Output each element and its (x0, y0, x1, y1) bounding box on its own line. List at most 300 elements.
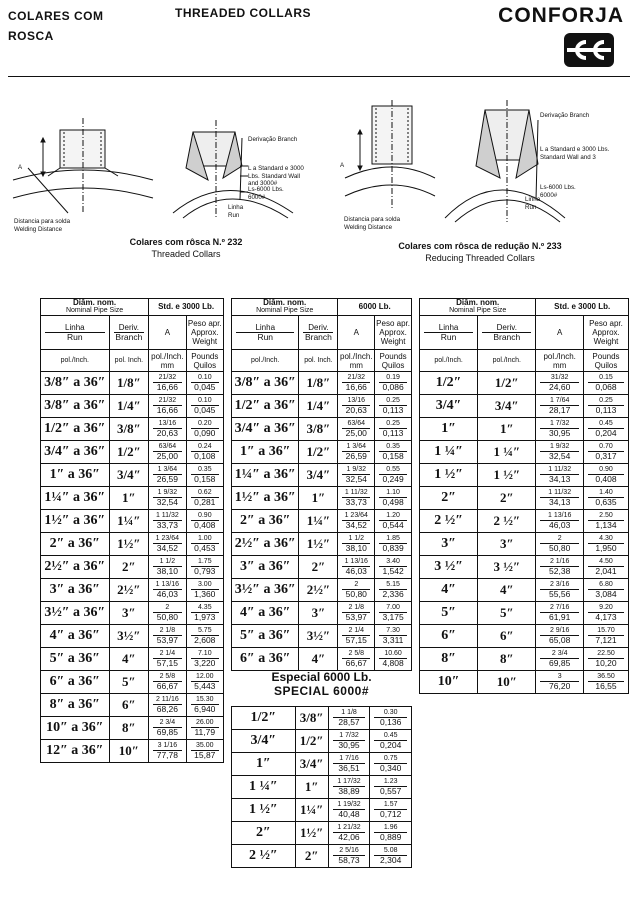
cell-weight (583, 395, 628, 418)
figure-reducing-collar (340, 100, 632, 265)
cell-a-mm: 40,48 (333, 809, 366, 819)
cell-a-mm: 46,03 (342, 566, 370, 576)
cell-a-inch: 1 11/32 (344, 489, 368, 496)
table-reducing-std-3000 (419, 298, 629, 694)
cell-a-mm: 20,63 (153, 428, 181, 438)
table-row (232, 418, 412, 441)
cell-weight-lb: 0.20 (197, 420, 212, 427)
cell-branch: 3/4″ (478, 395, 536, 418)
cell-a-inch: 2 1/4 (348, 627, 365, 634)
table-row (232, 602, 412, 625)
cell-a (328, 753, 370, 776)
table-row (41, 625, 224, 648)
cell-weight-lb: 0.25 (386, 420, 400, 427)
cell-weight-kg: 1,542 (379, 566, 407, 576)
cell-a-mm: 26,59 (153, 474, 181, 484)
cell-weight-kg: 0,090 (191, 428, 219, 438)
cell-a (149, 602, 186, 625)
cell-a-inch: 1 23/64 (155, 535, 180, 542)
unit-run: pol./Inch. (420, 350, 478, 372)
cell-branch: 1″ (295, 776, 328, 799)
cell-run: 3 ½″ (420, 556, 478, 579)
cell-weight (375, 464, 412, 487)
cell-weight-lb: 26.00 (196, 719, 214, 726)
cell-a-mm: 34,13 (540, 497, 579, 507)
cell-weight-kg: 0,045 (191, 382, 219, 392)
cell-branch: 8″ (478, 648, 536, 671)
cell-branch: 1¼″ (299, 510, 338, 533)
cell-run: 1 ½″ (420, 464, 478, 487)
cell-a-inch: 1 7/32 (339, 732, 359, 739)
cell-weight (370, 730, 412, 753)
cell-run: 1 ¼″ (232, 776, 296, 799)
cell-branch: 3½″ (299, 625, 338, 648)
table-row (420, 625, 629, 648)
table-row (420, 464, 629, 487)
table-row (232, 579, 412, 602)
cell-a-inch: 1 13/16 (155, 581, 180, 588)
cell-a-mm: 16,66 (342, 382, 370, 392)
cell-a-inch: 1 19/32 (337, 801, 361, 808)
cell-a-mm: 57,15 (153, 658, 181, 668)
cell-run: 1″ (232, 753, 296, 776)
cell-weight (583, 602, 628, 625)
cell-weight-kg: 0,113 (588, 405, 624, 415)
unit-a: pol./Inch. mm (536, 350, 584, 372)
col-header-a: A (149, 316, 186, 350)
cell-run: 3/4″ a 36″ (41, 441, 110, 464)
cell-a (536, 579, 584, 602)
cell-a-mm: 69,85 (153, 727, 181, 737)
cell-branch: 2″ (299, 556, 338, 579)
cell-weight-lb: 1.10 (386, 489, 400, 496)
cell-weight-kg: 0,136 (374, 717, 407, 727)
fig2-label-standard: L a Standard e 3000 Lbs. Standard Wall and 3 (540, 146, 610, 161)
col-header-a: A (536, 316, 584, 350)
cell-a-inch: 21/32 (347, 374, 366, 381)
cell-weight-lb: 1.57 (383, 801, 398, 808)
cell-run: 2 ½″ (232, 845, 296, 868)
cell-a (536, 487, 584, 510)
cell-branch: 10″ (109, 740, 149, 763)
table-row (232, 441, 412, 464)
cell-branch: 2½″ (109, 579, 149, 602)
cell-weight-lb: 4.50 (599, 558, 613, 565)
cell-weight (370, 753, 412, 776)
cell-a-inch: 2 5/8 (159, 673, 176, 680)
cell-a-mm: 34,13 (540, 474, 579, 484)
cell-weight (186, 372, 223, 395)
cell-weight (583, 441, 628, 464)
special-title-pt: Especial 6000 Lb. (271, 670, 372, 684)
cell-a-inch: 31/32 (550, 374, 569, 381)
fig2-label-6000: Ls-6000 Lbs. 6000# (540, 184, 576, 199)
fig2-caption (360, 240, 600, 264)
cell-weight (583, 533, 628, 556)
cell-run: 1/2″ a 36″ (41, 418, 110, 441)
cell-a (149, 533, 186, 556)
table-row (41, 418, 224, 441)
cell-a (536, 372, 584, 395)
cell-run: 1″ (420, 418, 478, 441)
cell-weight-kg: 0,498 (379, 497, 407, 507)
cell-a (149, 510, 186, 533)
cell-a-mm: 38,89 (333, 786, 366, 796)
cell-a (328, 730, 370, 753)
cell-a (338, 510, 375, 533)
cell-a-mm: 76,20 (540, 681, 579, 691)
table-row (41, 717, 224, 740)
cell-branch: 1½″ (295, 822, 328, 845)
cell-branch: 2 ½″ (478, 510, 536, 533)
cell-weight-lb: 9.20 (599, 604, 613, 611)
table-row (232, 625, 412, 648)
table-row (41, 441, 224, 464)
cell-run: 3½″ a 36″ (41, 602, 110, 625)
cell-run: 3″ a 36″ (232, 556, 299, 579)
cell-weight (375, 372, 412, 395)
cell-a-inch: 1 9/32 (549, 443, 570, 450)
col-header-diam: Diâm. nom. Nominal Pipe Size (232, 299, 338, 316)
table-row (232, 487, 412, 510)
cell-branch: 1/2″ (109, 441, 149, 464)
cell-a-mm: 61,91 (540, 612, 579, 622)
cell-weight (375, 579, 412, 602)
cell-weight-kg: 5,443 (191, 681, 219, 691)
table-row (41, 510, 224, 533)
cell-a-inch: 2 9/16 (549, 627, 570, 634)
cell-a-mm: 16,66 (153, 382, 181, 392)
cell-weight (186, 579, 223, 602)
cell-weight-lb: 0.10 (197, 397, 212, 404)
cell-weight-kg: 1,134 (588, 520, 624, 530)
table-row (41, 694, 224, 717)
cell-run: 3/4″ (420, 395, 478, 418)
cell-weight-lb: 0.90 (197, 512, 212, 519)
cell-run: 5″ a 36″ (232, 625, 299, 648)
cell-weight (375, 533, 412, 556)
cell-branch: 3″ (299, 602, 338, 625)
cell-a-inch: 1 23/64 (344, 512, 368, 519)
cell-branch: 1 ½″ (478, 464, 536, 487)
cell-a (338, 418, 375, 441)
cell-weight-kg: 0,544 (379, 520, 407, 530)
cell-weight-kg: 4,808 (379, 658, 407, 668)
cell-weight-lb: 0.35 (197, 466, 212, 473)
table-special-6000 (231, 706, 412, 868)
cell-branch: 4″ (478, 579, 536, 602)
cell-weight-lb: 1.85 (386, 535, 400, 542)
cell-weight-kg: 3,084 (588, 589, 624, 599)
fig1-caption-en: Threaded Collars (151, 249, 221, 259)
unit-branch: pol. Inch. (299, 350, 338, 372)
special-title-en: SPECIAL 6000# (274, 684, 369, 698)
cell-a-mm: 50,80 (153, 612, 181, 622)
cell-a-inch: 3 1/16 (157, 742, 178, 749)
cell-a-mm: 34,52 (342, 520, 370, 530)
cell-a (338, 464, 375, 487)
cell-run: 6″ a 36″ (41, 671, 110, 694)
cell-weight-lb: 0.70 (599, 443, 613, 450)
cell-a (328, 822, 370, 845)
cell-a-mm: 30,95 (333, 740, 366, 750)
cell-a (536, 441, 584, 464)
cell-weight (186, 533, 223, 556)
cell-a-mm: 50,80 (540, 543, 579, 553)
cell-run: 2½″ a 36″ (41, 556, 110, 579)
table-row (232, 464, 412, 487)
cell-weight (186, 464, 223, 487)
cell-a (536, 602, 584, 625)
cell-a-inch: 1 13/16 (344, 558, 368, 565)
unit-run: pol./Inch. (41, 350, 110, 372)
cell-run: 12″ a 36″ (41, 740, 110, 763)
cell-a-mm: 77,78 (153, 750, 181, 760)
cell-weight-lb: 5.75 (197, 627, 212, 634)
cell-weight-lb: 12.00 (196, 673, 214, 680)
cell-a-inch: 2 (165, 604, 170, 611)
table-row (232, 753, 412, 776)
cell-weight-lb: 0.25 (599, 397, 613, 404)
fig1-label-standard: L a Standard e 3000 Lbs. Standard Wall and 3000# (248, 165, 304, 187)
cell-branch: 1/2″ (478, 372, 536, 395)
cell-a-inch: 1 13/16 (548, 512, 572, 519)
cell-run: 3/8″ a 36″ (41, 395, 110, 418)
cell-a-mm: 50,80 (342, 589, 370, 599)
cell-branch: 1/8″ (109, 372, 149, 395)
cell-weight-kg: 0,408 (191, 520, 219, 530)
table-row (232, 395, 412, 418)
cell-weight-lb: 0.15 (599, 374, 613, 381)
table-row (420, 533, 629, 556)
cell-a-inch: 3 (557, 673, 562, 680)
cell-a (149, 717, 186, 740)
cell-branch: 1/4″ (109, 395, 149, 418)
table-row (232, 556, 412, 579)
cell-weight (375, 510, 412, 533)
cell-weight (583, 510, 628, 533)
cell-run: 2″ a 36″ (41, 533, 110, 556)
fig1-label-branch: Derivação Branch (248, 136, 298, 143)
cell-a (536, 556, 584, 579)
cell-weight-lb: 0.75 (383, 755, 398, 762)
cell-weight (375, 648, 412, 671)
cell-a-mm: 46,03 (540, 520, 579, 530)
cell-a-inch: 1 3/64 (157, 466, 178, 473)
table-row (41, 556, 224, 579)
col-header-class: 6000 Lb. (338, 299, 412, 316)
cell-weight-kg: 15,87 (191, 750, 219, 760)
cell-branch: 3″ (109, 602, 149, 625)
cell-a (328, 776, 370, 799)
cell-a-inch: 1 9/32 (346, 466, 366, 473)
cell-branch: 4″ (109, 648, 149, 671)
cell-a-inch: 2 11/16 (155, 696, 179, 703)
table-row (232, 510, 412, 533)
table-row (41, 602, 224, 625)
cell-branch: 1/4″ (299, 395, 338, 418)
cell-branch: 2½″ (299, 579, 338, 602)
cell-a-inch: 2 (354, 581, 359, 588)
cell-a (149, 418, 186, 441)
cell-a (338, 487, 375, 510)
cell-branch: 2″ (295, 845, 328, 868)
title-english: THREADED COLLARS (175, 6, 311, 20)
cell-a (149, 740, 186, 763)
cell-weight-kg: 0,045 (191, 405, 219, 415)
cell-a-inch: 2 3/16 (549, 581, 570, 588)
fig2-label-run: Linha Run (525, 196, 541, 211)
cell-weight (375, 395, 412, 418)
cell-weight-kg: 3,175 (379, 612, 407, 622)
cell-weight-lb: 3.00 (197, 581, 212, 588)
cell-weight-kg: 0,086 (379, 382, 407, 392)
cell-weight-kg: 2,608 (191, 635, 219, 645)
cell-weight-kg: 0,889 (374, 832, 407, 842)
cell-branch: 1¼″ (109, 510, 149, 533)
cell-weight-kg: 0,113 (379, 405, 407, 415)
cell-a-mm: 57,15 (342, 635, 370, 645)
cell-weight (583, 464, 628, 487)
unit-run: pol./Inch. (232, 350, 299, 372)
cell-run: 1½″ a 36″ (41, 510, 110, 533)
cell-a-inch: 2 3/4 (551, 650, 568, 657)
brand-name: CONFORJA (498, 4, 624, 27)
cell-weight-lb: 1.96 (383, 824, 398, 831)
cell-a-mm: 16,66 (153, 405, 181, 415)
cell-a (338, 556, 375, 579)
cell-weight (375, 625, 412, 648)
cell-run: 1″ a 36″ (232, 441, 299, 464)
cell-weight (370, 845, 412, 868)
cell-weight (370, 822, 412, 845)
cell-run: 2″ (232, 822, 296, 845)
cell-weight-lb: 5.08 (383, 847, 398, 854)
col-header-a: A (338, 316, 375, 350)
cell-a-inch: 2 1/16 (549, 558, 570, 565)
cell-run: 2″ (420, 487, 478, 510)
cell-run: 6″ (420, 625, 478, 648)
cell-a (536, 625, 584, 648)
cell-weight (375, 556, 412, 579)
cell-weight-kg: 16,55 (588, 681, 624, 691)
fig2-label-branch: Derivação Branch (540, 112, 590, 119)
cell-a (149, 441, 186, 464)
cell-a (149, 625, 186, 648)
cell-branch: 3/4″ (299, 464, 338, 487)
cell-a-inch: 2 1/8 (159, 627, 176, 634)
cell-weight-kg: 0,340 (374, 763, 407, 773)
cell-weight (375, 441, 412, 464)
cell-a-inch: 2 1/8 (348, 604, 365, 611)
cell-weight-lb: 0.19 (386, 374, 400, 381)
cell-run: 10″ a 36″ (41, 717, 110, 740)
table-row (420, 602, 629, 625)
cell-weight-lb: 1.75 (197, 558, 212, 565)
cell-branch: 2″ (478, 487, 536, 510)
cell-run: 1¼″ a 36″ (232, 464, 299, 487)
cell-weight-kg: 2,041 (588, 566, 624, 576)
table-row (41, 579, 224, 602)
cell-weight-lb: 1.00 (197, 535, 212, 542)
table-row (232, 776, 412, 799)
cell-a-inch: 63/64 (347, 420, 366, 427)
table-std-3000 (40, 298, 224, 763)
cell-weight-kg: 0,113 (379, 428, 407, 438)
cell-weight (186, 487, 223, 510)
table-row (41, 648, 224, 671)
cell-a-inch: 2 3/4 (159, 719, 176, 726)
cell-branch: 1/2″ (295, 730, 328, 753)
table-row (232, 372, 412, 395)
table-row (420, 418, 629, 441)
cell-a-mm: 58,73 (333, 855, 366, 865)
table-row (232, 707, 412, 730)
table-row (232, 845, 412, 868)
fig2-caption-pt: Colares com rôsca de redução N.º 233 (398, 241, 562, 251)
cell-weight-kg: 6,940 (191, 704, 219, 714)
cell-branch: 5″ (478, 602, 536, 625)
col-header-diam: Diâm. nom. Nominal Pipe Size (420, 299, 536, 316)
cell-run: 3/4″ a 36″ (232, 418, 299, 441)
cell-a-mm: 32,54 (342, 474, 370, 484)
cell-a-inch: 1 7/64 (549, 397, 570, 404)
table-row (41, 395, 224, 418)
cell-a (149, 487, 186, 510)
cell-branch: 3 ½″ (478, 556, 536, 579)
cell-branch: 3½″ (109, 625, 149, 648)
table-row (420, 510, 629, 533)
fig2-caption-en: Reducing Threaded Collars (425, 253, 535, 263)
unit-a: pol./Inch. mm (338, 350, 375, 372)
col-header-diam: Diâm. nom. Nominal Pipe Size (41, 299, 149, 316)
fig1-caption (86, 236, 286, 260)
fig2-label-welding: Distancia para solda Welding Distance (344, 216, 401, 231)
cell-weight-kg: 11,79 (191, 727, 219, 737)
cell-weight-kg: 0,158 (191, 474, 219, 484)
cell-a-inch: 1 21/32 (337, 824, 361, 831)
cell-branch: 1½″ (299, 533, 338, 556)
cell-run: 1″ a 36″ (41, 464, 110, 487)
cell-a (338, 441, 375, 464)
cell-weight (375, 418, 412, 441)
table-row (232, 799, 412, 822)
cell-a-mm: 53,97 (153, 635, 181, 645)
cell-weight (370, 707, 412, 730)
cell-weight-kg: 0,068 (588, 382, 624, 392)
cell-weight-lb: 0.55 (386, 466, 400, 473)
cell-weight (186, 740, 223, 763)
table-row (420, 487, 629, 510)
cell-a (536, 395, 584, 418)
cell-run: 2″ a 36″ (232, 510, 299, 533)
cell-run: 3/8″ a 36″ (232, 372, 299, 395)
cell-weight (375, 602, 412, 625)
cell-a-mm: 38,10 (153, 566, 181, 576)
unit-branch: pol./Inch. (478, 350, 536, 372)
cell-a-inch: 2 5/8 (348, 650, 365, 657)
cell-a (149, 648, 186, 671)
cell-weight (583, 372, 628, 395)
cell-weight (583, 648, 628, 671)
cell-a-mm: 26,59 (342, 451, 370, 461)
special-6000-heading (231, 670, 412, 698)
cell-branch: 6″ (109, 694, 149, 717)
cell-a-mm: 68,26 (153, 704, 181, 714)
cell-weight-kg: 1,360 (191, 589, 219, 599)
cell-a-mm: 52,38 (540, 566, 579, 576)
table-row (232, 730, 412, 753)
